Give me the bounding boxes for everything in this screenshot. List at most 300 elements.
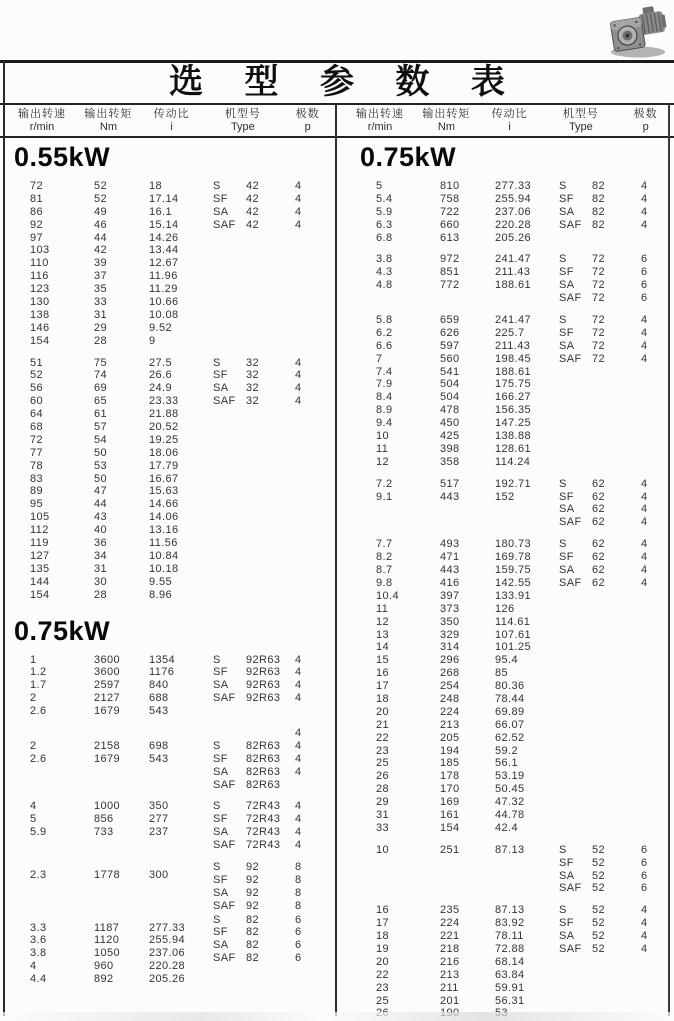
type-prefix-cell: SF [213,873,228,886]
type-size-cell [246,524,295,537]
speed-cell: 56 [30,382,44,395]
torque-cell: 254 [440,680,460,693]
speed-cell: 18 [376,692,390,705]
type-size-cell: 52 [592,843,606,856]
type-prefix-cell [213,550,246,563]
torque-cell: 1187 [94,921,120,934]
type-prefix-cell: SA [559,205,575,218]
torque-cell: 972 [440,253,460,266]
ratio-cell: 255.94 [149,934,186,947]
type-prefix-cell [559,590,592,603]
speed-cell: 25 [376,757,390,770]
ratio-cell: 101.25 [495,641,532,654]
speed-cell: 5 [30,813,37,826]
poles-cell: 4 [295,395,302,408]
ratio-cell: 698 [149,739,169,752]
type-size-cell: 82R63 [246,778,281,791]
torque-cell: 493 [440,538,460,551]
type-size-cell [592,654,641,667]
type-size-cell [246,232,295,245]
type-prefix-cell [559,680,592,693]
ratio-cell: 1354 [149,653,176,666]
torque-cell: 1778 [94,868,121,881]
type-size-cell [592,680,641,693]
speed-cell: 31 [376,808,390,821]
torque-cell: 74 [94,369,108,382]
torque-cell: 69 [94,382,108,395]
table-row [358,590,674,603]
torque-cell [94,895,149,908]
table-row [12,283,336,296]
speed-cell: 77 [30,446,44,459]
poles-cell [641,969,667,982]
speed-cell: 119 [30,537,49,550]
type-size-cell [246,244,295,257]
speed-cell: 10.4 [376,589,400,602]
speed-cell: 8.2 [376,551,393,564]
type-size-cell [246,257,295,270]
torque-cell: 57 [94,421,108,434]
poles-cell [641,616,667,629]
speed-cell: 52 [30,369,44,382]
type-prefix-cell: SAF [559,882,582,895]
torque-cell [440,857,495,870]
ratio-cell: 192.71 [495,477,532,490]
type-size-cell: 62 [592,477,606,490]
header-ratio: 传动比 i [491,108,528,133]
poles-cell [295,257,321,270]
torque-cell: 251 [440,843,460,856]
ratio-cell: 78.11 [495,930,524,943]
table-row [358,757,674,770]
ratio-cell: 350 [149,800,169,813]
type-prefix-cell [559,732,592,745]
type-prefix-cell [559,417,592,430]
header-poles: 极数 p [295,108,320,133]
poles-cell [295,296,321,309]
speed-cell: 7.7 [376,538,393,551]
type-prefix-cell: SAF [213,839,236,852]
type-size-cell [246,270,295,283]
ratio-cell: 142.55 [495,576,532,589]
torque-cell: 50 [94,472,108,485]
ratio-cell: 10.08 [149,308,179,321]
ratio-cell: 133.91 [495,589,532,602]
ratio-cell: 87.13 [495,843,525,856]
ratio-cell: 9.55 [149,575,173,588]
ratio-cell: 21.88 [149,408,179,421]
section-heading: 0.55kW [14,142,111,172]
poles-cell: 4 [295,726,302,739]
speed-cell: 22 [376,731,390,744]
type-prefix-cell [559,654,592,667]
type-size-cell: 52 [592,917,606,930]
table-row [358,809,674,822]
type-prefix-cell: SAF [559,516,582,529]
type-size-cell: 82 [246,952,260,965]
type-prefix-cell: S [213,180,221,192]
torque-cell: 425 [440,430,460,443]
type-prefix-cell [213,537,246,550]
type-prefix-cell [559,745,592,758]
table-row [358,478,674,491]
torque-cell: 52 [94,180,108,192]
type-prefix-cell [559,956,592,969]
ratio-cell: 16.1 [149,205,173,218]
table-row [12,826,336,839]
table-row [358,654,674,667]
poles-cell: 4 [295,692,302,705]
ratio-cell: 688 [149,692,169,705]
poles-cell: 8 [295,899,302,912]
ratio-cell: 85 [495,667,509,680]
ratio-cell: 237.06 [149,947,186,960]
type-prefix-cell [213,563,246,576]
type-prefix-cell: SA [213,765,229,778]
ratio-cell [149,895,213,908]
speed-cell: 21 [376,718,390,731]
ratio-cell: 1176 [149,666,175,679]
poles-cell: 4 [295,666,302,679]
table-row [358,491,674,504]
type-prefix-cell: S [559,843,567,856]
type-size-cell: 62 [592,503,606,516]
torque-cell: 28 [94,334,108,347]
type-size-cell: 62 [592,576,606,589]
table-row [358,995,674,1008]
type-size-cell [592,443,641,456]
right-column [336,140,674,1016]
ratio-cell: 95.4 [495,654,519,667]
ratio-cell: 205.26 [495,231,532,244]
ratio-cell: 241.47 [495,253,532,266]
table-row [12,244,336,257]
poles-cell: 6 [295,913,302,926]
speed-cell: 15 [376,654,390,667]
ratio-cell: 169.78 [495,551,532,564]
type-prefix-cell [559,629,592,642]
torque-cell: 350 [440,615,460,628]
left-column [0,140,336,1016]
speed-cell: 5 [376,180,383,192]
section-heading: 0.75kW [14,615,111,646]
table-row [358,982,674,995]
type-prefix-cell [213,322,246,335]
table-row [12,576,336,589]
table-row [12,335,336,348]
poles-cell [641,232,667,245]
type-size-cell: 92 [246,873,260,886]
table-row [358,378,674,391]
ratio-cell: 180.73 [495,538,532,551]
ratio-cell: 56.1 [495,757,519,770]
type-prefix-cell [213,270,246,283]
ratio-cell: 15.14 [149,218,179,231]
type-prefix-cell [213,511,246,524]
type-prefix-cell: SAF [559,942,582,955]
header-type: 机型号 Type [562,108,599,133]
poles-cell [641,745,667,758]
type-size-cell: 72 [592,326,606,339]
speed-cell: 2.6 [30,752,47,765]
type-prefix-cell: SF [559,266,574,279]
type-size-cell: 82 [592,192,606,205]
type-prefix-cell: SF [213,192,228,205]
ratio-cell [149,882,213,895]
type-prefix-cell [559,667,592,680]
ratio-cell: 300 [149,868,169,881]
speed-cell: 19 [376,942,390,955]
type-prefix-cell: SA [213,939,229,952]
poles-cell: 4 [641,490,648,503]
data-block [358,180,674,244]
type-size-cell [592,770,641,783]
ratio-cell: 543 [149,752,169,765]
ratio-cell: 277 [149,813,169,826]
type-size-cell: 82R63 [246,739,281,752]
ratio-cell: 53.19 [495,770,525,783]
type-size-cell [246,727,295,740]
table-row [12,206,336,219]
type-size-cell [592,969,641,982]
table-row [12,537,336,550]
ratio-cell [495,503,559,516]
torque-cell: 224 [440,705,460,718]
gear-motor-photo [605,5,669,60]
type-size-cell [246,485,295,498]
speed-cell: 97 [30,231,44,244]
poles-cell [641,430,667,443]
poles-cell: 4 [295,800,302,813]
speed-cell: 10 [376,843,390,856]
speed-cell: 4 [30,800,37,813]
poles-cell: 4 [295,356,302,369]
type-prefix-cell [213,283,246,296]
ratio-cell: 17.14 [149,192,179,205]
speed-cell: 20 [376,955,390,968]
poles-cell [641,822,667,835]
poles-cell [641,732,667,745]
type-size-cell: 72R43 [246,813,281,826]
torque-cell: 33 [94,296,108,309]
ratio-cell: 80.36 [495,680,525,693]
type-size-cell [592,995,641,1008]
table-row [358,353,674,366]
poles-cell: 4 [641,339,648,352]
speed-cell: 16 [376,904,390,917]
torque-cell: 44 [94,231,108,244]
ratio-cell [495,870,559,883]
speed-cell: 10 [376,430,390,443]
torque-cell: 211 [440,981,459,994]
poles-cell [295,589,321,602]
table-row [358,667,674,680]
type-size-cell [592,783,641,796]
column-headers-left [0,105,336,136]
speed-cell: 154 [30,588,50,601]
data-block [12,357,336,602]
ratio-cell: 225.7 [495,326,525,339]
header-speed: 输出转速 r/min [18,108,67,133]
torque-cell: 169 [440,796,460,809]
type-size-cell: 52 [592,930,606,943]
speed-cell: 20 [376,705,390,718]
torque-cell: 314 [440,641,460,654]
type-prefix-cell [559,757,592,770]
speed-cell [30,895,94,908]
type-size-cell: 62 [592,490,606,503]
table-row [358,706,674,719]
type-size-cell [592,456,641,469]
ratio-cell: 12.67 [149,257,179,270]
torque-cell: 43 [94,511,108,524]
type-prefix-cell: SF [213,926,228,939]
table-row [358,404,674,417]
poles-cell: 4 [641,917,648,930]
type-prefix-cell: SF [559,551,574,564]
speed-cell: 23 [376,744,390,757]
header-torque: 输出转矩 Nm [422,108,471,133]
type-size-cell [592,956,641,969]
table-row [12,369,336,382]
type-size-cell: 82R63 [246,765,281,778]
table-row [12,257,336,270]
type-prefix-cell: SA [559,503,575,516]
speed-cell: 29 [376,796,390,809]
table-row [12,322,336,335]
table-row [12,900,336,913]
type-size-cell [592,757,641,770]
speed-cell: 2.6 [30,705,47,718]
type-size-cell: 72 [592,352,606,365]
type-size-cell [246,550,295,563]
poles-cell: 4 [295,369,302,382]
type-prefix-cell [559,969,592,982]
type-prefix-cell [213,589,246,602]
table-row [358,719,674,732]
speed-cell: 6.3 [376,218,393,231]
poles-cell: 4 [641,503,648,516]
ratio-cell: 66.07 [495,718,525,731]
speed-cell: 9.1 [376,490,393,503]
type-size-cell [246,335,295,348]
speed-cell: 7.4 [376,365,393,378]
table-row [12,727,336,740]
ratio-cell: 59.91 [495,981,525,994]
type-prefix-cell: S [213,739,221,752]
type-prefix-cell: SAF [213,952,236,965]
table-row [12,511,336,524]
type-prefix-cell [213,232,246,245]
header-ratio: 传动比 i [153,108,190,133]
type-size-cell: 92R63 [246,666,281,679]
speed-cell: 144 [30,575,50,588]
type-prefix-cell [559,982,592,995]
type-size-cell [592,417,641,430]
torque-cell: 61 [94,408,108,421]
data-block [12,180,336,348]
torque-cell: 205 [440,731,460,744]
torque-cell [94,779,149,792]
type-size-cell: 62 [592,551,606,564]
poles-cell [295,322,321,335]
table-row [12,654,336,667]
torque-cell: 416 [440,576,460,589]
scan-smudge [0,1012,674,1021]
type-size-cell [246,705,295,718]
torque-cell: 28 [94,588,108,601]
type-size-cell [246,473,295,486]
speed-cell: 116 [30,270,49,283]
speed-cell: 92 [30,218,44,231]
poles-cell: 6 [641,279,648,292]
table-row [12,447,336,460]
speed-cell: 4.8 [376,279,393,292]
torque-cell: 218 [440,942,460,955]
torque-cell: 50 [94,446,108,459]
type-prefix-cell: SAF [213,395,236,408]
table-row [12,779,336,792]
speed-cell [30,779,94,792]
type-size-cell: 42 [246,205,260,218]
column-header-band [0,105,674,136]
type-prefix-cell [213,434,246,447]
type-prefix-cell [559,995,592,1008]
poles-cell [641,706,667,719]
table-body [0,140,674,1016]
type-prefix-cell [559,443,592,456]
torque-cell [440,516,495,529]
ratio-cell: 15.63 [149,485,179,498]
poles-cell: 4 [295,218,302,231]
poles-cell [295,576,321,589]
torque-cell: 2597 [94,679,121,692]
ratio-cell [149,856,213,869]
torque-cell: 248 [440,692,460,705]
speed-cell: 51 [30,356,44,369]
type-size-cell: 52 [592,882,606,895]
type-prefix-cell: SF [213,813,228,826]
table-row [358,629,674,642]
table-row [12,232,336,245]
speed-cell: 3.8 [376,253,393,266]
poles-cell: 4 [295,765,302,778]
type-size-cell: 92R63 [246,653,281,666]
ratio-cell: 23.33 [149,395,179,408]
table-row [12,473,336,486]
ratio-cell: 277.33 [495,180,532,192]
poles-cell: 8 [295,886,302,899]
ratio-cell: 840 [149,679,169,692]
poles-cell [641,629,667,642]
data-block [358,538,674,834]
type-size-cell [246,447,295,460]
ratio-cell: 26.6 [149,369,173,382]
type-prefix-cell: SA [559,279,575,292]
torque-cell: 397 [440,589,460,602]
type-prefix-cell: S [559,904,567,917]
ratio-cell: 11.56 [149,537,178,550]
ratio-cell: 47.32 [495,796,525,809]
type-size-cell [592,796,641,809]
poles-cell: 4 [295,205,302,218]
ratio-cell: 59.2 [495,744,519,757]
ratio-cell: 198.45 [495,352,532,365]
torque-cell: 960 [94,960,114,973]
speed-cell: 3.8 [30,947,47,960]
torque-cell: 856 [94,813,114,826]
type-size-cell: 72 [592,279,606,292]
